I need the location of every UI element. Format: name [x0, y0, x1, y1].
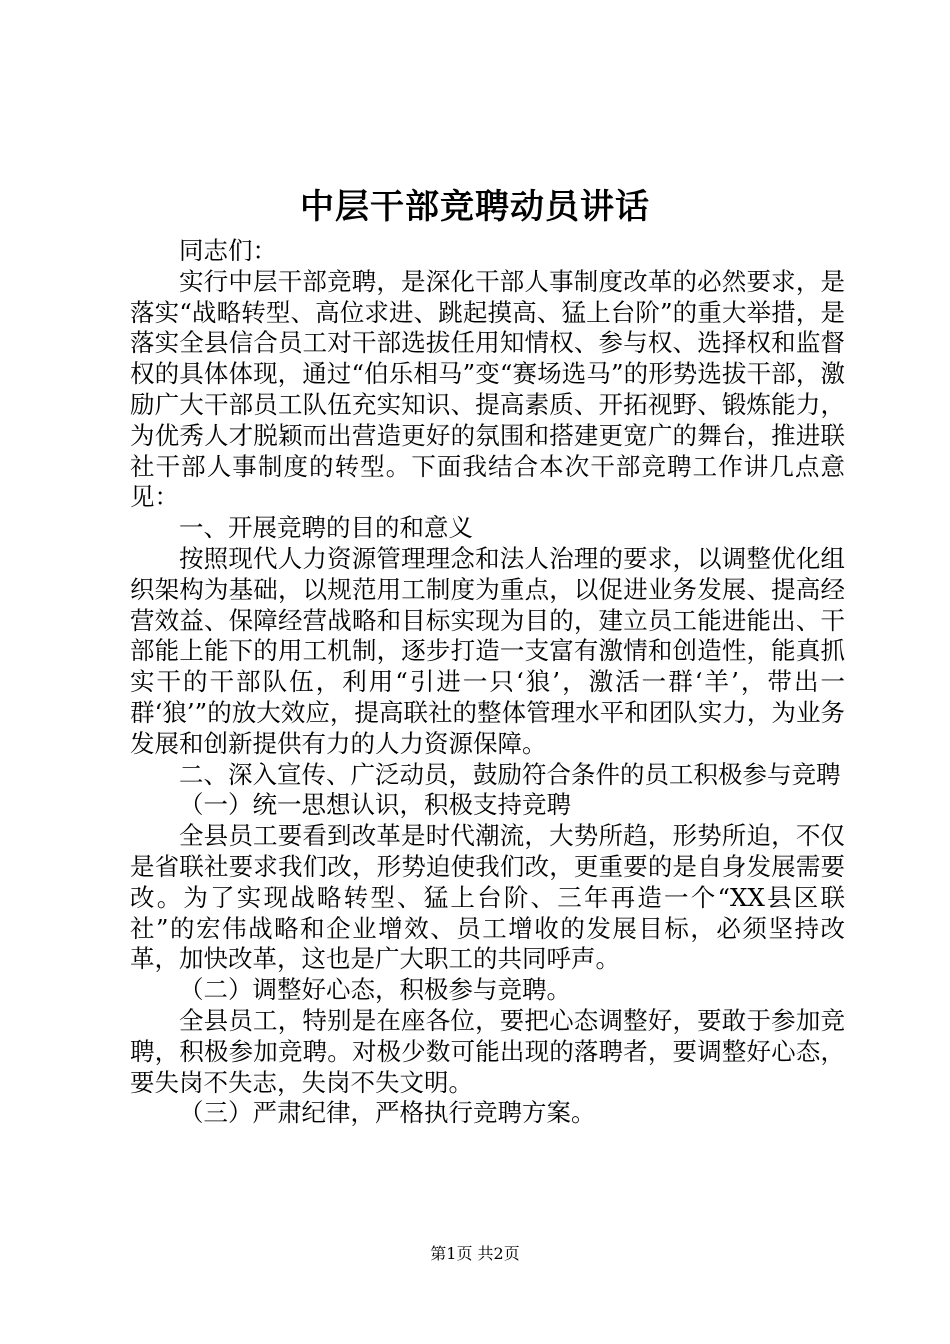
paragraph-subsection-1: 全县员工要看到改革是时代潮流，大势所趋，形势所迫，不仅是省联社要求我们改，形势迫使我们改，更重要的是自身发展需要改。为了实现战略转型、猛上台阶、三年再造一个“XX县区联社”的宏伟战略和企业增效、员工增收的发展目标，必须坚持改革，加快改革，这也是广大职工的共同呼声。 [130, 821, 845, 974]
subsection-heading-1: （一）统一思想认识，积极支持竞聘 [179, 790, 571, 820]
paragraph-intro: 实行中层干部竞聘，是深化干部人事制度改革的必然要求，是落实“战略转型、高位求进、跳起摸高、猛上台阶”的重大举措，是落实全县信合员工对干部选拔任用知情权、参与权、选择权和监督权的具体体现，通过“伯乐相马”变“赛场选马”的形势选拔干部，激励广大干部员工队伍充实知识、提高素质、开拓视野、锻炼能力，为优秀人才脱颖而出营造更好的氛围和搭建更宽广的舞台，推进联社干部人事制度的转型。下面我结合本次干部竞聘工作讲几点意见： [130, 266, 845, 512]
subsection-heading-3: （三）严肃纪律，严格执行竞聘方案。 [179, 1098, 596, 1128]
document-title: 中层干部竞聘动员讲话 [300, 187, 650, 227]
document-body [130, 236, 845, 1129]
page-number-footer: 第1页 共2页 [430, 1244, 520, 1263]
paragraph-salutation: 同志们： [179, 236, 277, 265]
paragraph-section-1: 按照现代人力资源管理理念和法人治理的要求，以调整优化组织架构为基础，以规范用工制度为重点，以促进业务发展、提高经营效益、保障经营战略和目标实现为目的，建立员工能进能出、干部能上能下的用工机制，逐步打造一支富有激情和创造性，能真抓实干的干部队伍，利用“引进一只‘狼’，激活一群‘羊’，带出一群‘狼’”的放大效应，提高联社的整体管理水平和团队实力，为业务发展和创新提供有力的人力资源保障。 [130, 543, 845, 758]
paragraph-subsection-2: 全县员工，特别是在座各位，要把心态调整好，要敢于参加竞聘，积极参加竞聘。对极少数可能出现的落聘者，要调整好心态，要失岗不失志，失岗不失文明。 [130, 1005, 845, 1097]
subsection-heading-2: （二）调整好心态，积极参与竞聘。 [179, 975, 571, 1005]
section-heading-2: 二、深入宣传、广泛动员，鼓励符合条件的员工积极参与竞聘 [179, 759, 841, 789]
section-heading-1: 一、开展竞聘的目的和意义 [179, 513, 473, 543]
